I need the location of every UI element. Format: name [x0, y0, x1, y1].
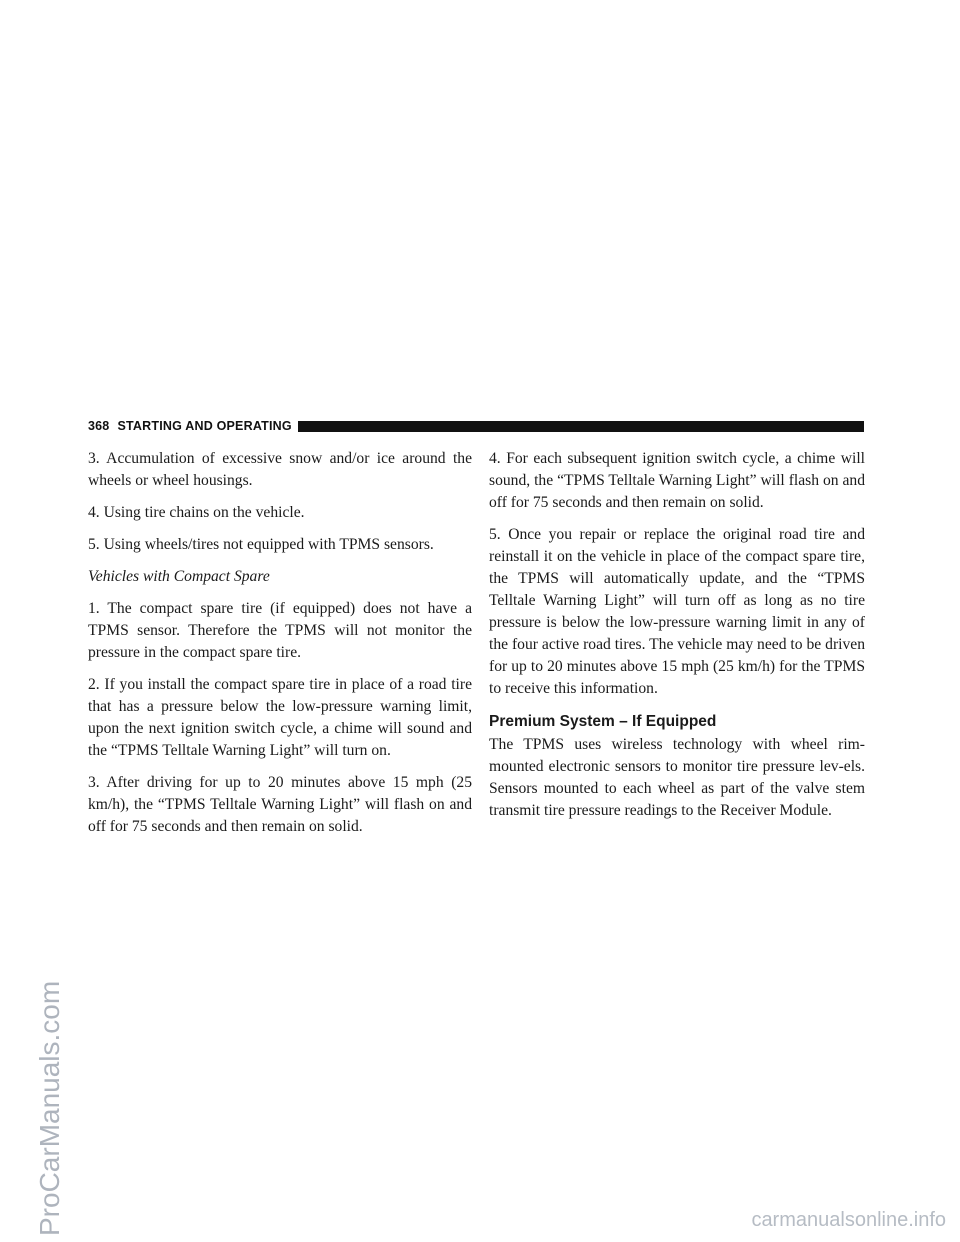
- left-column: [88, 448, 472, 848]
- paragraph: 2. If you install the compact spare tire in place of a road tire that has a pressure below the low-pressure warning limit, upon the next ignition switch cycle, a chime will sound and the “TPMS Telltale Warning Light” will turn on.: [88, 676, 472, 759]
- paragraph: 5. Using wheels/tires not equipped with TPMS sensors.: [88, 536, 434, 553]
- page-number: 368: [88, 419, 110, 433]
- subheading-compact-spare: Vehicles with Compact Spare: [88, 568, 270, 585]
- section-heading-premium-system: Premium System – If Equipped: [489, 713, 717, 730]
- section-title: STARTING AND OPERATING: [117, 419, 292, 433]
- bottom-watermark: carmanualsonline.info: [751, 1209, 946, 1231]
- paragraph: 4. Using tire chains on the vehicle.: [88, 504, 305, 521]
- paragraph: The TPMS uses wireless technology with wheel rim-mounted electronic sensors to monitor tire pressure lev-els. Sensors mounted to each wheel as part of the valve stem transmit tire pressure readings to the Receiver Module.: [489, 736, 865, 819]
- paragraph: 4. For each subsequent ignition switch cycle, a chime will sound, the “TPMS Telltale Warning Light” will flash on and off for 75 seconds and then remain on solid.: [489, 450, 865, 511]
- paragraph: 1. The compact spare tire (if equipped) does not have a TPMS sensor. Therefore the TPMS will not monitor the pressure in the compact spare tire.: [88, 600, 472, 661]
- header-rule: [298, 421, 864, 432]
- paragraph: 3. After driving for up to 20 minutes above 15 mph (25 km/h), the “TPMS Telltale Warning Light” will flash on and off for 75 seconds and then remain on solid.: [88, 774, 472, 835]
- side-watermark: ProCarManuals.com: [34, 980, 65, 1236]
- paragraph: 5. Once you repair or replace the original road tire and reinstall it on the vehicle in place of the compact spare tire, the TPMS will automatically update, and the “TPMS Telltale Warning Light” will turn off as long as no tire pressure is below the low-pressure warning limit in any of the four active road tires. The vehicle may need to be driven for up to 20 minutes above 15 mph (25 km/h) for the TPMS to receive this information.: [489, 526, 865, 697]
- right-column: [489, 448, 865, 832]
- page-header: [88, 418, 864, 434]
- paragraph: 3. Accumulation of excessive snow and/or ice around the wheels or wheel housings.: [88, 450, 472, 489]
